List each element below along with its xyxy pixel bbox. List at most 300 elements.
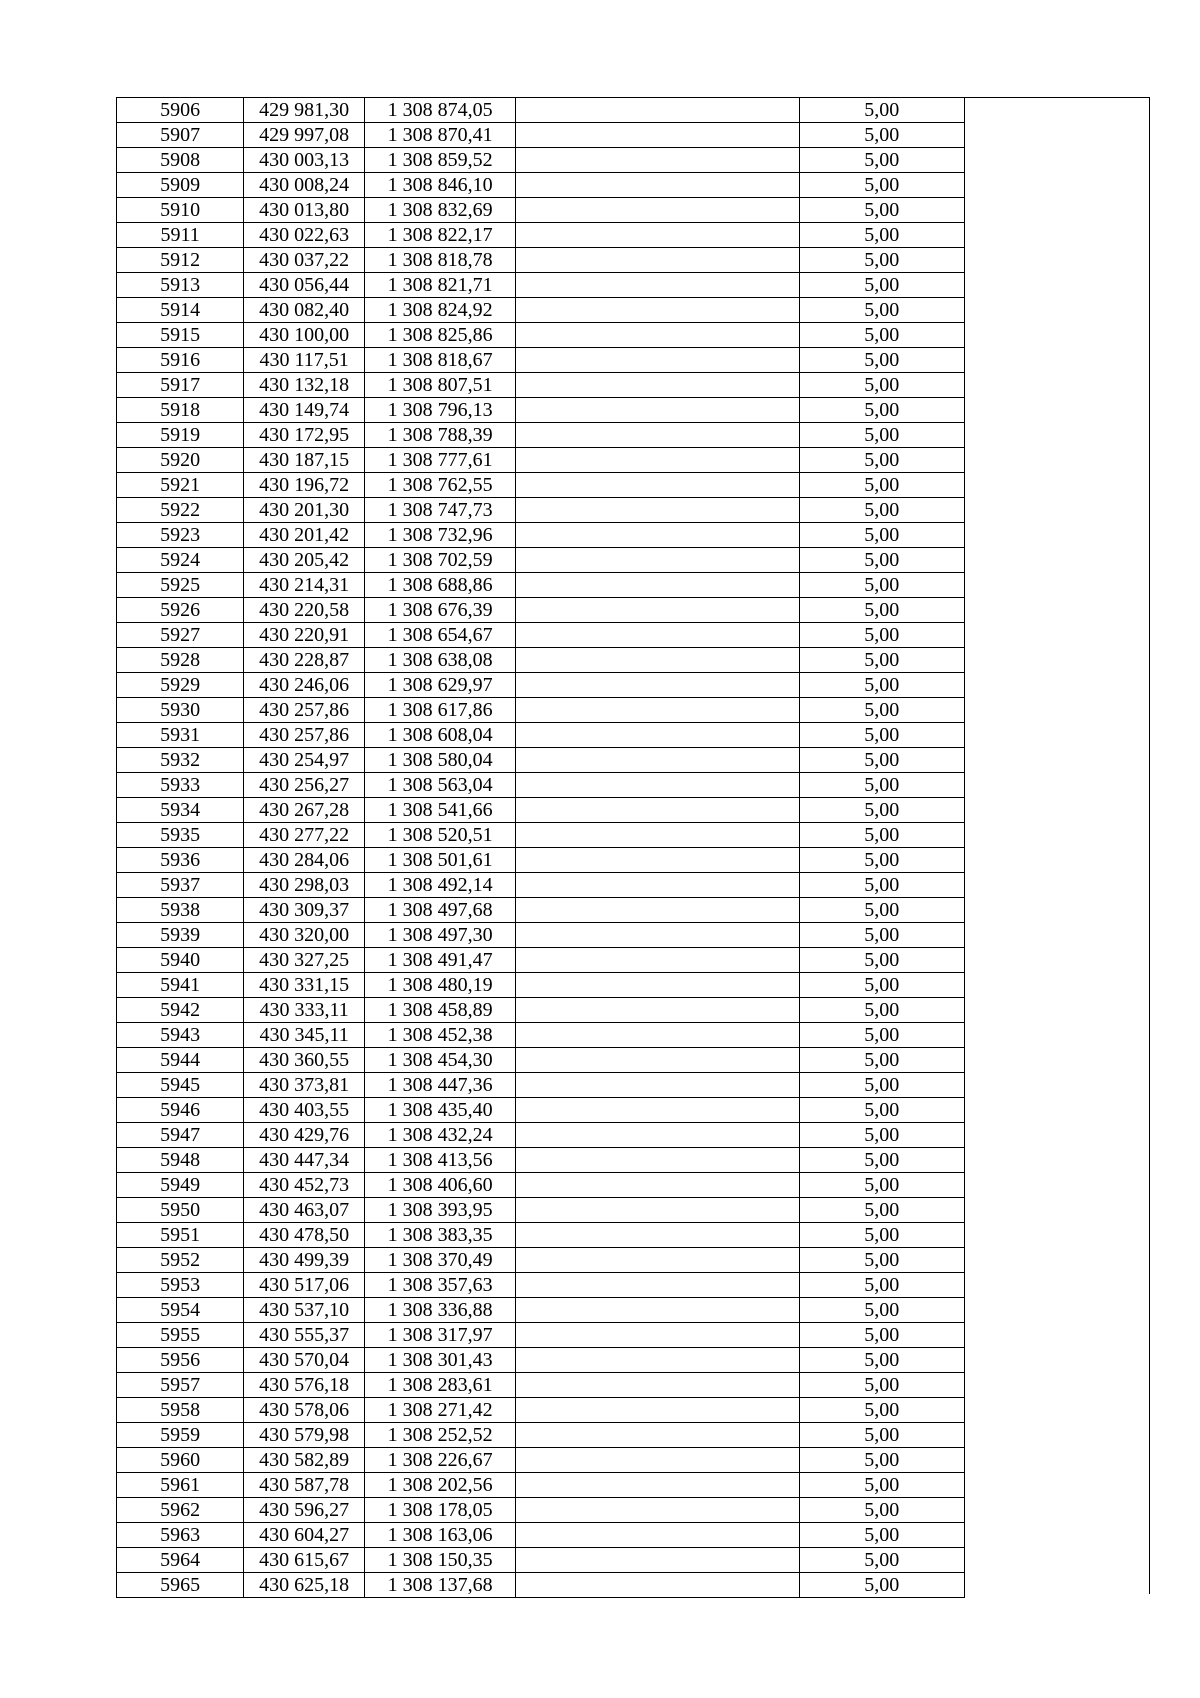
x-coordinate-cell: 430 149,74 — [244, 398, 365, 423]
point-number-cell: 5908 — [117, 148, 244, 173]
empty-cell — [516, 223, 799, 248]
point-number-cell: 5930 — [117, 698, 244, 723]
x-coordinate-cell: 430 267,28 — [244, 798, 365, 823]
empty-cell — [516, 1123, 799, 1148]
y-coordinate-cell: 1 308 821,71 — [365, 273, 516, 298]
point-number-cell: 5912 — [117, 248, 244, 273]
point-number-cell: 5964 — [117, 1548, 244, 1573]
y-coordinate-cell: 1 308 271,42 — [365, 1398, 516, 1423]
radius-cell: 5,00 — [799, 323, 965, 348]
point-number-cell: 5920 — [117, 448, 244, 473]
x-coordinate-cell: 430 196,72 — [244, 473, 365, 498]
x-coordinate-cell: 430 205,42 — [244, 548, 365, 573]
x-coordinate-cell: 430 320,00 — [244, 923, 365, 948]
radius-cell: 5,00 — [799, 773, 965, 798]
table-row — [117, 773, 965, 798]
empty-cell — [516, 823, 799, 848]
table-row — [117, 498, 965, 523]
y-coordinate-cell: 1 308 336,88 — [365, 1298, 516, 1323]
x-coordinate-cell: 430 360,55 — [244, 1048, 365, 1073]
x-coordinate-cell: 430 008,24 — [244, 173, 365, 198]
radius-cell: 5,00 — [799, 998, 965, 1023]
radius-cell: 5,00 — [799, 1448, 965, 1473]
point-number-cell: 5913 — [117, 273, 244, 298]
empty-cell — [516, 1323, 799, 1348]
point-number-cell: 5935 — [117, 823, 244, 848]
table-row — [117, 173, 965, 198]
point-number-cell: 5940 — [117, 948, 244, 973]
y-coordinate-cell: 1 308 137,68 — [365, 1573, 516, 1598]
radius-cell: 5,00 — [799, 1098, 965, 1123]
x-coordinate-cell: 430 537,10 — [244, 1298, 365, 1323]
radius-cell: 5,00 — [799, 1248, 965, 1273]
empty-cell — [516, 1298, 799, 1323]
y-coordinate-cell: 1 308 818,78 — [365, 248, 516, 273]
x-coordinate-cell: 430 582,89 — [244, 1448, 365, 1473]
table-row — [117, 848, 965, 873]
radius-cell: 5,00 — [799, 148, 965, 173]
radius-cell: 5,00 — [799, 923, 965, 948]
y-coordinate-cell: 1 308 807,51 — [365, 373, 516, 398]
y-coordinate-cell: 1 308 870,41 — [365, 123, 516, 148]
x-coordinate-cell: 430 463,07 — [244, 1198, 365, 1223]
radius-cell: 5,00 — [799, 498, 965, 523]
x-coordinate-cell: 430 082,40 — [244, 298, 365, 323]
table-row — [117, 1548, 965, 1573]
radius-cell: 5,00 — [799, 1498, 965, 1523]
table-row — [117, 1248, 965, 1273]
point-number-cell: 5911 — [117, 223, 244, 248]
radius-cell: 5,00 — [799, 748, 965, 773]
x-coordinate-cell: 430 172,95 — [244, 423, 365, 448]
point-number-cell: 5937 — [117, 873, 244, 898]
x-coordinate-cell: 430 625,18 — [244, 1573, 365, 1598]
table-row — [117, 598, 965, 623]
point-number-cell: 5951 — [117, 1223, 244, 1248]
x-coordinate-cell: 430 604,27 — [244, 1523, 365, 1548]
radius-cell: 5,00 — [799, 448, 965, 473]
y-coordinate-cell: 1 308 413,56 — [365, 1148, 516, 1173]
y-coordinate-cell: 1 308 859,52 — [365, 148, 516, 173]
y-coordinate-cell: 1 308 608,04 — [365, 723, 516, 748]
y-coordinate-cell: 1 308 818,67 — [365, 348, 516, 373]
table-row — [117, 198, 965, 223]
radius-cell: 5,00 — [799, 198, 965, 223]
x-coordinate-cell: 430 429,76 — [244, 1123, 365, 1148]
coordinates-table-body — [117, 98, 965, 1598]
x-coordinate-cell: 430 576,18 — [244, 1373, 365, 1398]
point-number-cell: 5947 — [117, 1123, 244, 1148]
point-number-cell: 5957 — [117, 1373, 244, 1398]
table-row — [117, 798, 965, 823]
table-row — [117, 1373, 965, 1398]
y-coordinate-cell: 1 308 788,39 — [365, 423, 516, 448]
table-row — [117, 1298, 965, 1323]
table-row — [117, 323, 965, 348]
radius-cell: 5,00 — [799, 548, 965, 573]
point-number-cell: 5949 — [117, 1173, 244, 1198]
point-number-cell: 5925 — [117, 573, 244, 598]
x-coordinate-cell: 429 997,08 — [244, 123, 365, 148]
radius-cell: 5,00 — [799, 1523, 965, 1548]
empty-cell — [516, 498, 799, 523]
y-coordinate-cell: 1 308 874,05 — [365, 98, 516, 123]
y-coordinate-cell: 1 308 702,59 — [365, 548, 516, 573]
x-coordinate-cell: 430 615,67 — [244, 1548, 365, 1573]
radius-cell: 5,00 — [799, 948, 965, 973]
table-row — [117, 873, 965, 898]
radius-cell: 5,00 — [799, 623, 965, 648]
y-coordinate-cell: 1 308 491,47 — [365, 948, 516, 973]
point-number-cell: 5959 — [117, 1423, 244, 1448]
table-row — [117, 348, 965, 373]
empty-cell — [516, 98, 799, 123]
empty-cell — [516, 348, 799, 373]
radius-cell: 5,00 — [799, 123, 965, 148]
y-coordinate-cell: 1 308 357,63 — [365, 1273, 516, 1298]
point-number-cell: 5950 — [117, 1198, 244, 1223]
empty-cell — [516, 598, 799, 623]
table-row — [117, 698, 965, 723]
table-row — [117, 423, 965, 448]
radius-cell: 5,00 — [799, 1373, 965, 1398]
y-coordinate-cell: 1 308 370,49 — [365, 1248, 516, 1273]
point-number-cell: 5948 — [117, 1148, 244, 1173]
x-coordinate-cell: 430 517,06 — [244, 1273, 365, 1298]
table-row — [117, 448, 965, 473]
empty-cell — [516, 523, 799, 548]
x-coordinate-cell: 430 100,00 — [244, 323, 365, 348]
y-coordinate-cell: 1 308 150,35 — [365, 1548, 516, 1573]
table-row — [117, 673, 965, 698]
x-coordinate-cell: 430 284,06 — [244, 848, 365, 873]
radius-cell: 5,00 — [799, 523, 965, 548]
x-coordinate-cell: 430 220,58 — [244, 598, 365, 623]
point-number-cell: 5956 — [117, 1348, 244, 1373]
table-row — [117, 548, 965, 573]
radius-cell: 5,00 — [799, 1223, 965, 1248]
table-row — [117, 398, 965, 423]
x-coordinate-cell: 430 579,98 — [244, 1423, 365, 1448]
empty-cell — [516, 548, 799, 573]
empty-cell — [516, 1198, 799, 1223]
empty-cell — [516, 1048, 799, 1073]
table-row — [117, 1023, 965, 1048]
x-coordinate-cell: 430 373,81 — [244, 1073, 365, 1098]
radius-cell: 5,00 — [799, 873, 965, 898]
point-number-cell: 5914 — [117, 298, 244, 323]
empty-cell — [516, 1523, 799, 1548]
radius-cell: 5,00 — [799, 473, 965, 498]
table-row — [117, 823, 965, 848]
x-coordinate-cell: 430 214,31 — [244, 573, 365, 598]
table-row — [117, 1573, 965, 1598]
table-row — [117, 973, 965, 998]
table-row — [117, 1123, 965, 1148]
x-coordinate-cell: 430 256,27 — [244, 773, 365, 798]
y-coordinate-cell: 1 308 580,04 — [365, 748, 516, 773]
x-coordinate-cell: 430 309,37 — [244, 898, 365, 923]
radius-cell: 5,00 — [799, 848, 965, 873]
table-row — [117, 1498, 965, 1523]
empty-cell — [516, 1398, 799, 1423]
x-coordinate-cell: 430 587,78 — [244, 1473, 365, 1498]
empty-cell — [516, 373, 799, 398]
empty-cell — [516, 773, 799, 798]
empty-cell — [516, 723, 799, 748]
empty-cell — [516, 148, 799, 173]
y-coordinate-cell: 1 308 492,14 — [365, 873, 516, 898]
point-number-cell: 5918 — [117, 398, 244, 423]
radius-cell: 5,00 — [799, 1398, 965, 1423]
empty-cell — [516, 1173, 799, 1198]
empty-cell — [516, 423, 799, 448]
table-row — [117, 1423, 965, 1448]
empty-cell — [516, 973, 799, 998]
point-number-cell: 5941 — [117, 973, 244, 998]
x-coordinate-cell: 430 478,50 — [244, 1223, 365, 1248]
table-row — [117, 373, 965, 398]
point-number-cell: 5919 — [117, 423, 244, 448]
table-row — [117, 1523, 965, 1548]
y-coordinate-cell: 1 308 202,56 — [365, 1473, 516, 1498]
top-frame-line — [965, 97, 1149, 98]
point-number-cell: 5963 — [117, 1523, 244, 1548]
point-number-cell: 5938 — [117, 898, 244, 923]
point-number-cell: 5926 — [117, 598, 244, 623]
y-coordinate-cell: 1 308 501,61 — [365, 848, 516, 873]
empty-cell — [516, 1273, 799, 1298]
point-number-cell: 5924 — [117, 548, 244, 573]
empty-cell — [516, 1373, 799, 1398]
radius-cell: 5,00 — [799, 723, 965, 748]
empty-cell — [516, 648, 799, 673]
x-coordinate-cell: 430 327,25 — [244, 948, 365, 973]
x-coordinate-cell: 430 257,86 — [244, 723, 365, 748]
x-coordinate-cell: 430 298,03 — [244, 873, 365, 898]
empty-cell — [516, 1573, 799, 1598]
empty-cell — [516, 173, 799, 198]
y-coordinate-cell: 1 308 520,51 — [365, 823, 516, 848]
empty-cell — [516, 1098, 799, 1123]
point-number-cell: 5921 — [117, 473, 244, 498]
y-coordinate-cell: 1 308 317,97 — [365, 1323, 516, 1348]
x-coordinate-cell: 430 037,22 — [244, 248, 365, 273]
x-coordinate-cell: 430 345,11 — [244, 1023, 365, 1048]
x-coordinate-cell: 430 056,44 — [244, 273, 365, 298]
empty-cell — [516, 748, 799, 773]
table-row — [117, 623, 965, 648]
table-row — [117, 573, 965, 598]
empty-cell — [516, 1023, 799, 1048]
point-number-cell: 5931 — [117, 723, 244, 748]
table-row — [117, 1348, 965, 1373]
table-row — [117, 1148, 965, 1173]
radius-cell: 5,00 — [799, 248, 965, 273]
radius-cell: 5,00 — [799, 1573, 965, 1598]
radius-cell: 5,00 — [799, 1298, 965, 1323]
point-number-cell: 5929 — [117, 673, 244, 698]
table-row — [117, 1198, 965, 1223]
empty-cell — [516, 948, 799, 973]
radius-cell: 5,00 — [799, 973, 965, 998]
point-number-cell: 5928 — [117, 648, 244, 673]
empty-cell — [516, 923, 799, 948]
x-coordinate-cell: 430 246,06 — [244, 673, 365, 698]
radius-cell: 5,00 — [799, 223, 965, 248]
empty-cell — [516, 698, 799, 723]
y-coordinate-cell: 1 308 846,10 — [365, 173, 516, 198]
radius-cell: 5,00 — [799, 698, 965, 723]
y-coordinate-cell: 1 308 629,97 — [365, 673, 516, 698]
point-number-cell: 5932 — [117, 748, 244, 773]
radius-cell: 5,00 — [799, 648, 965, 673]
x-coordinate-cell: 430 220,91 — [244, 623, 365, 648]
point-number-cell: 5942 — [117, 998, 244, 1023]
x-coordinate-cell: 430 187,15 — [244, 448, 365, 473]
x-coordinate-cell: 430 578,06 — [244, 1398, 365, 1423]
radius-cell: 5,00 — [799, 1348, 965, 1373]
empty-cell — [516, 298, 799, 323]
x-coordinate-cell: 430 022,63 — [244, 223, 365, 248]
y-coordinate-cell: 1 308 447,36 — [365, 1073, 516, 1098]
point-number-cell: 5936 — [117, 848, 244, 873]
y-coordinate-cell: 1 308 383,35 — [365, 1223, 516, 1248]
point-number-cell: 5939 — [117, 923, 244, 948]
empty-cell — [516, 873, 799, 898]
empty-cell — [516, 1073, 799, 1098]
empty-cell — [516, 123, 799, 148]
point-number-cell: 5961 — [117, 1473, 244, 1498]
empty-cell — [516, 1348, 799, 1373]
y-coordinate-cell: 1 308 393,95 — [365, 1198, 516, 1223]
radius-cell: 5,00 — [799, 1173, 965, 1198]
table-row — [117, 1073, 965, 1098]
y-coordinate-cell: 1 308 226,67 — [365, 1448, 516, 1473]
y-coordinate-cell: 1 308 452,38 — [365, 1023, 516, 1048]
table-row — [117, 148, 965, 173]
table-row — [117, 1273, 965, 1298]
empty-cell — [516, 198, 799, 223]
table-row — [117, 1448, 965, 1473]
table-row — [117, 473, 965, 498]
table-row — [117, 1173, 965, 1198]
radius-cell: 5,00 — [799, 1198, 965, 1223]
x-coordinate-cell: 430 257,86 — [244, 698, 365, 723]
empty-cell — [516, 448, 799, 473]
x-coordinate-cell: 430 228,87 — [244, 648, 365, 673]
x-coordinate-cell: 430 331,15 — [244, 973, 365, 998]
y-coordinate-cell: 1 308 732,96 — [365, 523, 516, 548]
point-number-cell: 5946 — [117, 1098, 244, 1123]
y-coordinate-cell: 1 308 676,39 — [365, 598, 516, 623]
y-coordinate-cell: 1 308 541,66 — [365, 798, 516, 823]
y-coordinate-cell: 1 308 825,86 — [365, 323, 516, 348]
coordinates-table — [116, 97, 965, 1598]
empty-cell — [516, 273, 799, 298]
x-coordinate-cell: 430 447,34 — [244, 1148, 365, 1173]
x-coordinate-cell: 430 333,11 — [244, 998, 365, 1023]
y-coordinate-cell: 1 308 252,52 — [365, 1423, 516, 1448]
point-number-cell: 5953 — [117, 1273, 244, 1298]
x-coordinate-cell: 430 452,73 — [244, 1173, 365, 1198]
radius-cell: 5,00 — [799, 373, 965, 398]
y-coordinate-cell: 1 308 777,61 — [365, 448, 516, 473]
point-number-cell: 5955 — [117, 1323, 244, 1348]
empty-cell — [516, 1223, 799, 1248]
radius-cell: 5,00 — [799, 1123, 965, 1148]
radius-cell: 5,00 — [799, 573, 965, 598]
table-row — [117, 1473, 965, 1498]
table-row — [117, 223, 965, 248]
radius-cell: 5,00 — [799, 298, 965, 323]
y-coordinate-cell: 1 308 654,67 — [365, 623, 516, 648]
point-number-cell: 5944 — [117, 1048, 244, 1073]
radius-cell: 5,00 — [799, 1473, 965, 1498]
point-number-cell: 5927 — [117, 623, 244, 648]
x-coordinate-cell: 430 555,37 — [244, 1323, 365, 1348]
table-row — [117, 1048, 965, 1073]
y-coordinate-cell: 1 308 283,61 — [365, 1373, 516, 1398]
point-number-cell: 5906 — [117, 98, 244, 123]
point-number-cell: 5945 — [117, 1073, 244, 1098]
x-coordinate-cell: 429 981,30 — [244, 98, 365, 123]
empty-cell — [516, 1448, 799, 1473]
x-coordinate-cell: 430 003,13 — [244, 148, 365, 173]
radius-cell: 5,00 — [799, 798, 965, 823]
x-coordinate-cell: 430 499,39 — [244, 1248, 365, 1273]
empty-cell — [516, 1248, 799, 1273]
point-number-cell: 5958 — [117, 1398, 244, 1423]
radius-cell: 5,00 — [799, 1023, 965, 1048]
point-number-cell: 5960 — [117, 1448, 244, 1473]
point-number-cell: 5933 — [117, 773, 244, 798]
y-coordinate-cell: 1 308 497,68 — [365, 898, 516, 923]
x-coordinate-cell: 430 277,22 — [244, 823, 365, 848]
empty-cell — [516, 623, 799, 648]
y-coordinate-cell: 1 308 406,60 — [365, 1173, 516, 1198]
table-row — [117, 1323, 965, 1348]
y-coordinate-cell: 1 308 617,86 — [365, 698, 516, 723]
y-coordinate-cell: 1 308 432,24 — [365, 1123, 516, 1148]
radius-cell: 5,00 — [799, 348, 965, 373]
y-coordinate-cell: 1 308 435,40 — [365, 1098, 516, 1123]
y-coordinate-cell: 1 308 497,30 — [365, 923, 516, 948]
empty-cell — [516, 398, 799, 423]
y-coordinate-cell: 1 308 163,06 — [365, 1523, 516, 1548]
empty-cell — [516, 1148, 799, 1173]
point-number-cell: 5923 — [117, 523, 244, 548]
point-number-cell: 5916 — [117, 348, 244, 373]
x-coordinate-cell: 430 403,55 — [244, 1098, 365, 1123]
x-coordinate-cell: 430 254,97 — [244, 748, 365, 773]
table-row — [117, 1098, 965, 1123]
table-row — [117, 123, 965, 148]
radius-cell: 5,00 — [799, 398, 965, 423]
y-coordinate-cell: 1 308 454,30 — [365, 1048, 516, 1073]
table-row — [117, 923, 965, 948]
y-coordinate-cell: 1 308 747,73 — [365, 498, 516, 523]
table-row — [117, 648, 965, 673]
right-frame-line — [1149, 97, 1150, 1594]
y-coordinate-cell: 1 308 796,13 — [365, 398, 516, 423]
table-row — [117, 723, 965, 748]
point-number-cell: 5965 — [117, 1573, 244, 1598]
radius-cell: 5,00 — [799, 598, 965, 623]
radius-cell: 5,00 — [799, 1073, 965, 1098]
coordinate-sheet — [116, 97, 1150, 1594]
y-coordinate-cell: 1 308 301,43 — [365, 1348, 516, 1373]
